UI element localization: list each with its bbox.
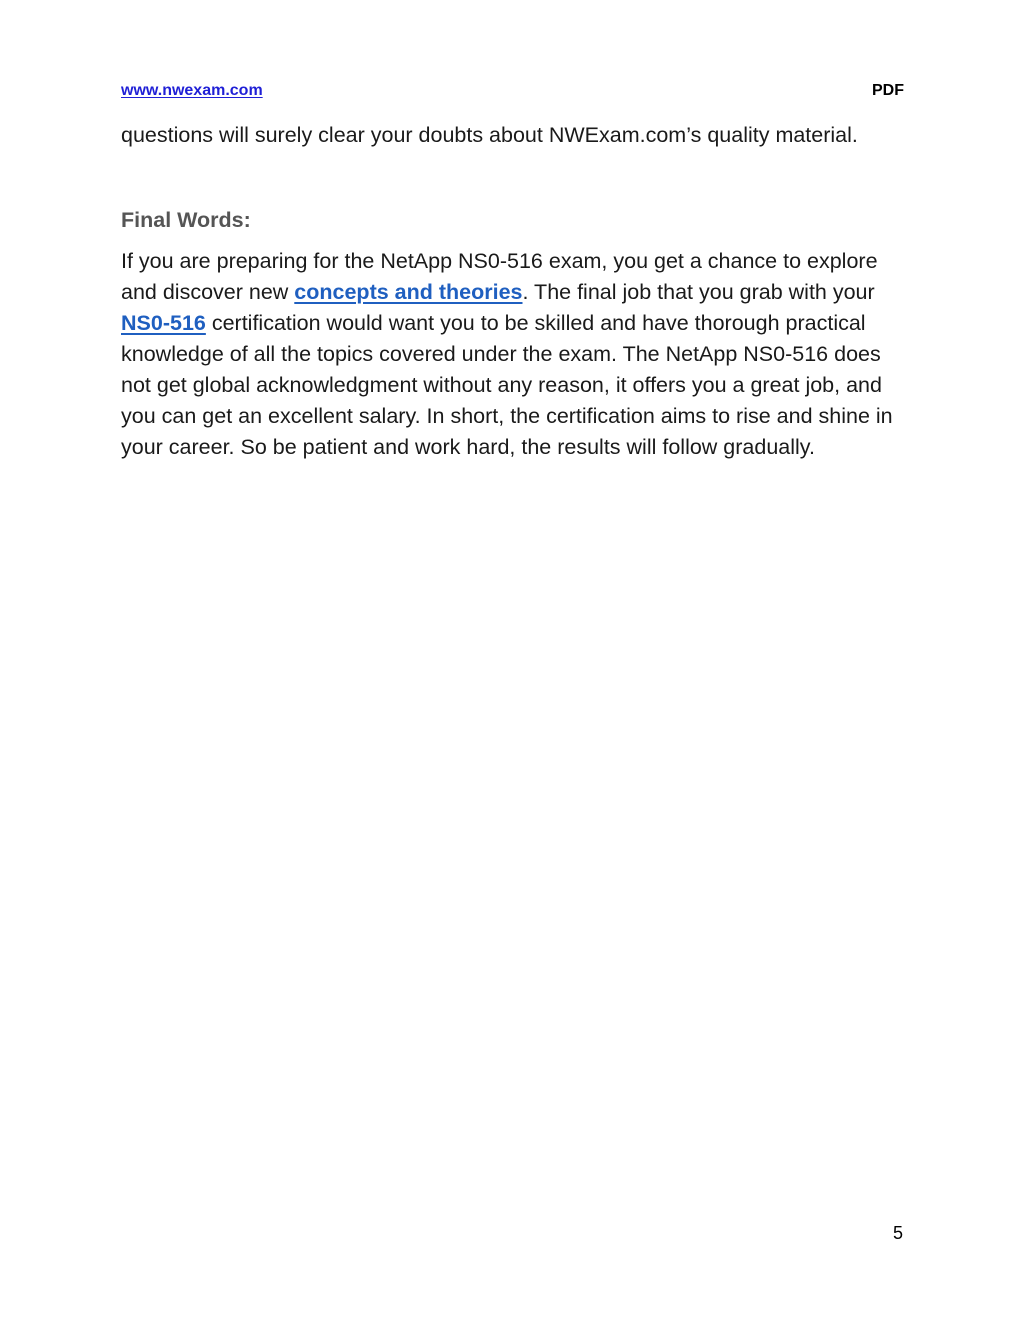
- body-text-part1: If you are preparing for the NetApp NS0-516 exam, you get a chance to explore and discover new: [121, 249, 878, 304]
- page-header: [121, 82, 904, 102]
- intro-paragraph: questions will surely clear your doubts about NWExam.com’s quality material.: [121, 123, 858, 147]
- body-text-part2: . The final job that you grab with your: [522, 280, 875, 304]
- exam-code-link[interactable]: NS0-516: [121, 311, 206, 335]
- body-text-part3: certification would want you to be skilled and have thorough practical knowledge of all the topics covered under the exam. The NetApp NS0-516 does not get global acknowledgment without any reason, it offers you a great job, and you can get an excellent salary. In short, the certification aims to rise and shine in your career. So be patient and work hard, the results will follow gradually.: [121, 311, 893, 459]
- section-heading: Final Words:: [121, 208, 251, 232]
- pdf-label: PDF: [872, 82, 904, 99]
- site-url-link[interactable]: www.nwexam.com: [121, 82, 263, 99]
- concepts-link[interactable]: concepts and theories: [294, 280, 523, 304]
- page-number: 5: [892, 1223, 903, 1243]
- body-paragraph: [121, 246, 911, 463]
